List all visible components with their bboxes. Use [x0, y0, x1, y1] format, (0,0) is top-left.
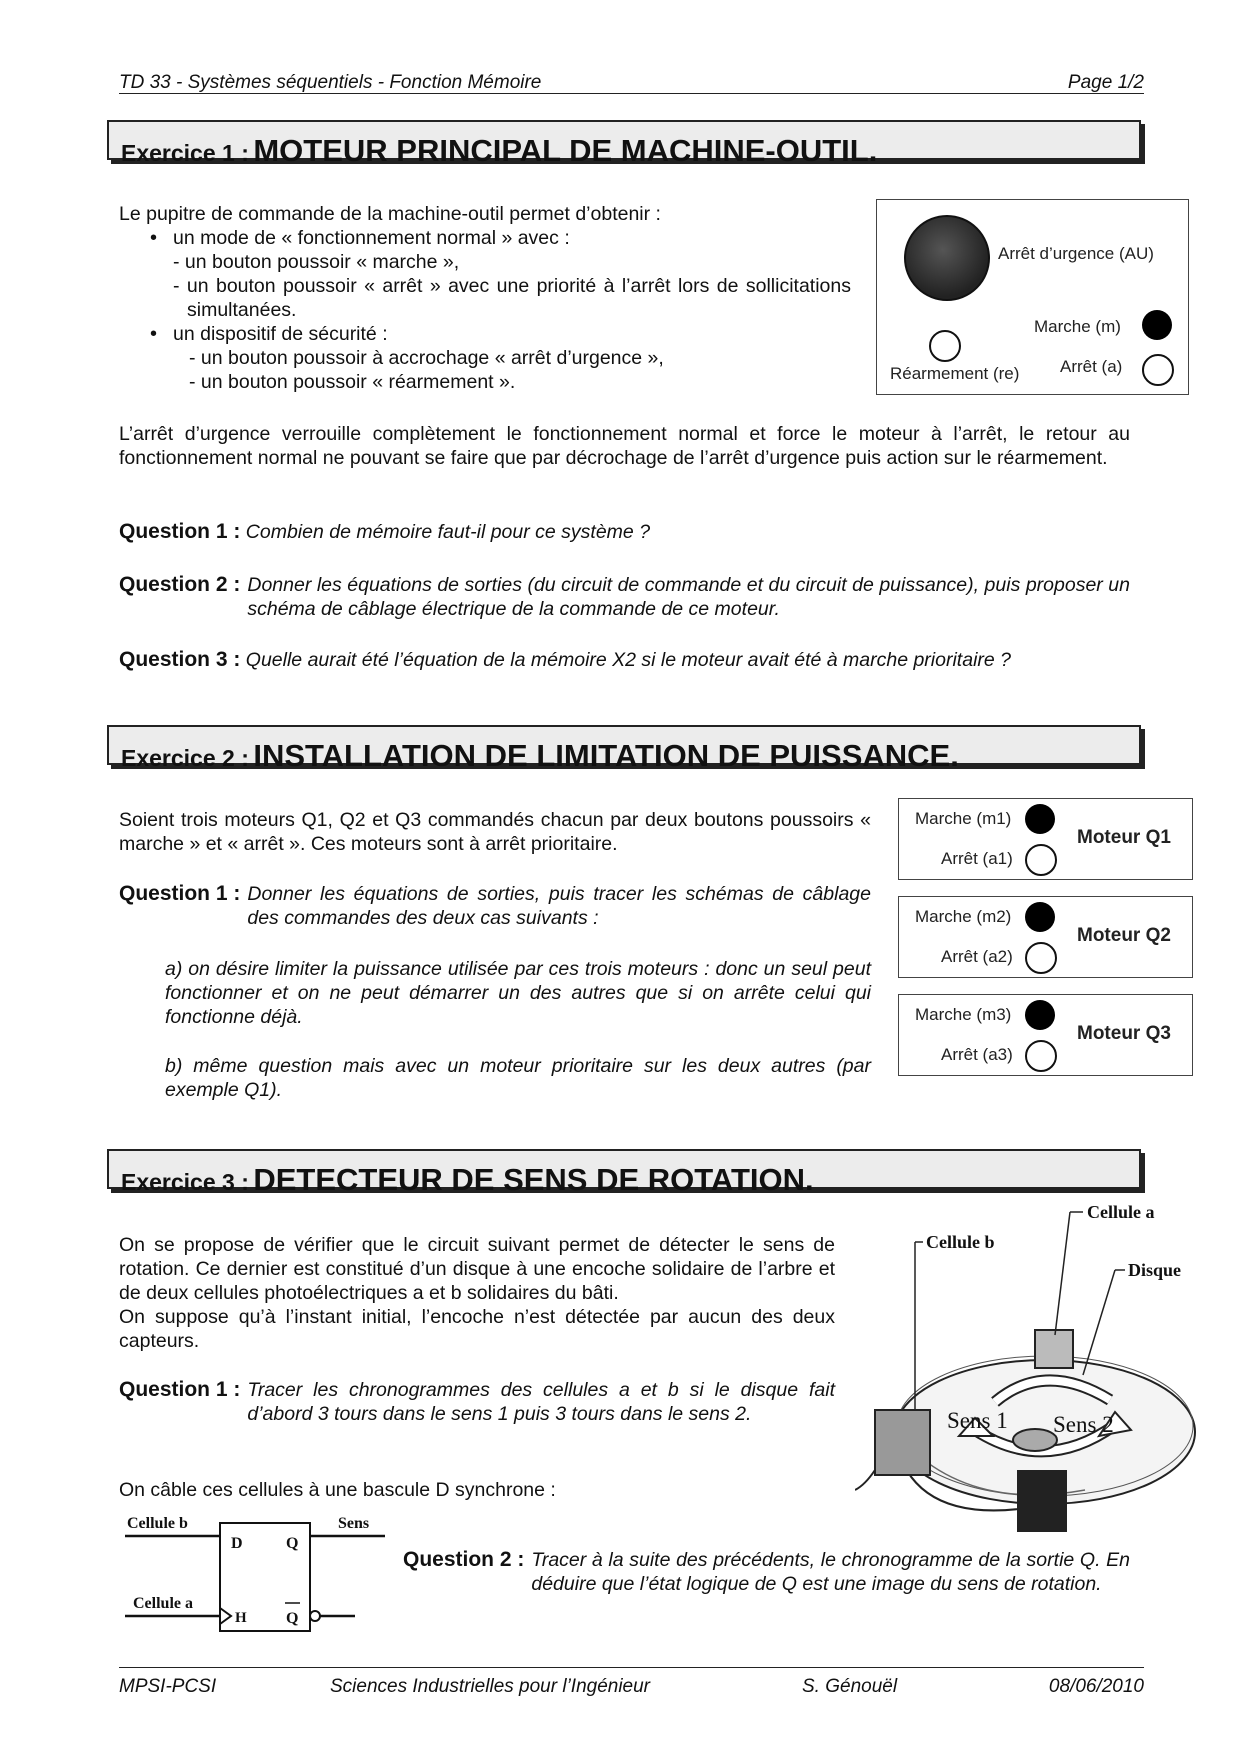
motor-q1-start-button — [1025, 804, 1055, 834]
motor-q3-stop-label: Arrêt (a3) — [941, 1045, 1013, 1064]
ex1-bullet-safety — [173, 322, 851, 394]
ex3-cable-text: On câble ces cellules à une bascule D synchrone : — [119, 1479, 556, 1501]
footer-author: S. Génouël — [802, 1676, 898, 1697]
motor-q1-stop-label: Arrêt (a1) — [941, 849, 1013, 868]
motor-q1-start-label: Marche (m1) — [915, 809, 1012, 828]
ex1-q1-text: Combien de mémoire faut-il pour ce système ? — [245, 521, 651, 543]
ex1-q3-text: Quelle aurait été l’équation de la mémoire X2 si le moteur avait été à marche prioritaire ? — [245, 649, 1012, 671]
motor-q3-stop-button — [1025, 1040, 1057, 1072]
ex3-question-1 — [119, 1378, 835, 1426]
motor-q3-start-button — [1025, 1000, 1055, 1030]
motor-q3-start-label: Marche (m3) — [915, 1005, 1012, 1024]
ex2-intro: Soient trois moteurs Q1, Q2 et Q3 commandés chacun par deux boutons poussoirs « marche » et « arrêt ». Ces moteurs sont à arrêt prioritaire. — [119, 809, 871, 855]
cell-b-sensor — [875, 1410, 930, 1475]
ex1-q2-label: Question 2 : — [119, 573, 241, 596]
exercise-2-title-box — [107, 725, 1141, 773]
ex1-bullet1-text: un mode de « fonctionnement normal » avec : — [173, 227, 570, 249]
exercise-1-title: MOTEUR PRINCIPAL DE MACHINE-OUTIL. — [253, 133, 878, 168]
disk-label: Disque — [1128, 1260, 1182, 1280]
shaft — [1017, 1470, 1067, 1532]
input-cell-b-label: Cellule b — [127, 1515, 188, 1532]
d-flip-flop-diagram — [125, 1506, 390, 1641]
qbar-inversion-circle — [310, 1611, 320, 1621]
exercise-3-label: Exercice 3 : — [121, 1169, 249, 1195]
direction-1-label: Sens 1 — [947, 1408, 1008, 1433]
motor-q1-stop-button — [1025, 844, 1057, 876]
ex1-b2-sub2: - un bouton poussoir « réarmement ». — [189, 371, 516, 393]
ex3-intro — [119, 1233, 835, 1353]
ex1-b2-sub1: - un bouton poussoir à accrochage « arrêt d’urgence », — [189, 347, 664, 369]
reset-button — [929, 330, 961, 362]
ex3-q2-text: Tracer à la suite des précédents, le chronogramme de la sortie Q. En déduire que l’état logique de Q est une image du sens de rotation. — [531, 1549, 1130, 1595]
ex2-q1-label: Question 1 : — [119, 882, 241, 905]
exercise-2-label: Exercice 2 : — [121, 745, 249, 771]
emergency-stop-button — [904, 215, 990, 301]
stop-button — [1142, 354, 1174, 386]
motor-q3-name: Moteur Q3 — [1077, 1023, 1171, 1044]
motor-panel-q1 — [898, 798, 1193, 880]
ex1-q1-label: Question 1 : — [119, 520, 241, 543]
ex3-q2-label: Question 2 : — [403, 1548, 525, 1571]
input-cell-a-label: Cellule a — [133, 1595, 193, 1612]
cell-a-label: Cellule a — [1087, 1202, 1155, 1222]
ex2-question-1 — [119, 882, 871, 930]
pin-h-label: H — [235, 1610, 247, 1626]
ex3-q1-text: Tracer les chronogrammes des cellules a et b si le disque fait d’abord 3 tours dans le sens 1 puis 3 tours dans le sens 2. — [247, 1379, 835, 1425]
start-button — [1142, 310, 1172, 340]
emergency-stop-label: Arrêt d’urgence (AU) — [998, 244, 1154, 263]
ex1-b1-sub1: - un bouton poussoir « marche », — [173, 251, 460, 273]
motor-q1-name: Moteur Q1 — [1077, 827, 1171, 848]
ex1-intro-text: Le pupitre de commande de la machine-outil permet d’obtenir : — [119, 203, 661, 225]
motor-q2-start-label: Marche (m2) — [915, 907, 1012, 926]
pin-qbar-label: Q — [286, 1610, 299, 1627]
exercise-1-intro — [119, 202, 851, 394]
motor-q2-stop-label: Arrêt (a2) — [941, 947, 1013, 966]
ex1-paragraph: L’arrêt d’urgence verrouille complètement le fonctionnement normal et force le moteur à l’arrêt, le retour au fonctionnement normal ne pouvant se faire que par décrochage de l’arrêt d’urgence puis action sur le réarmement. — [119, 423, 1130, 469]
footer-subject: Sciences Industrielles pour l’Ingénieur — [330, 1676, 651, 1697]
exercise-1-title-box — [107, 120, 1141, 168]
motor-q2-start-button — [1025, 902, 1055, 932]
motor-q2-stop-button — [1025, 942, 1057, 974]
ex3-q1-label: Question 1 : — [119, 1378, 241, 1401]
header-page-number: Page 1/2 — [1067, 72, 1144, 93]
stop-button-label: Arrêt (a) — [1060, 357, 1123, 376]
cell-a-sensor — [1035, 1330, 1073, 1368]
ex1-question-2 — [119, 573, 1130, 621]
ex3-question-2 — [403, 1548, 1130, 1596]
rotation-detector-figure — [855, 1200, 1200, 1535]
direction-2-label: Sens 2 — [1053, 1412, 1114, 1437]
reset-button-label: Réarmement (re) — [890, 364, 1020, 383]
start-button-label: Marche (m) — [1034, 317, 1121, 336]
disk-hub — [1013, 1429, 1057, 1451]
ex1-q3-label: Question 3 : — [119, 648, 241, 671]
ex1-bullet-normal-mode — [173, 226, 851, 322]
header-title: TD 33 - Systèmes séquentiels - Fonction Mémoire — [119, 72, 542, 93]
exercise-3-title-box — [107, 1149, 1141, 1197]
ex2-case-b — [165, 1054, 871, 1102]
cell-b-label: Cellule b — [926, 1232, 995, 1252]
ex2-case-a-text: a) on désire limiter la puissance utilisée par ces trois moteurs : donc un seul peut fonctionner et on ne peut démarrer un des autres que si on arrête celui qui fonctionne déjà. — [165, 958, 871, 1028]
ex1-b1-sub2: - un bouton poussoir « arrêt » avec une priorité à l’arrêt lors de sollicitations simultanées. — [173, 275, 851, 321]
output-sens-label: Sens — [338, 1515, 370, 1532]
pin-q-label: Q — [286, 1535, 299, 1552]
motor-q2-name: Moteur Q2 — [1077, 925, 1171, 946]
ex2-case-b-text: b) même question mais avec un moteur prioritaire sur les deux autres (par exemple Q1). — [165, 1055, 871, 1101]
exercise-3-title: DETECTEUR DE SENS DE ROTATION. — [253, 1162, 814, 1197]
footer-date: 08/06/2010 — [1048, 1676, 1144, 1697]
ex2-q1-text: Donner les équations de sorties, puis tracer les schémas de câblage des commandes des deux cas suivants : — [247, 883, 871, 929]
exercise-1-label: Exercice 1 : — [121, 140, 249, 166]
exercise-2-title: INSTALLATION DE LIMITATION DE PUISSANCE. — [253, 738, 959, 773]
page-footer — [119, 1667, 1144, 1696]
ex3-intro-2: On suppose qu’à l’instant initial, l’encoche n’est détectée par aucun des deux capteurs. — [119, 1306, 835, 1352]
ex1-question-1 — [119, 520, 1130, 544]
ex3-intro-1: On se propose de vérifier que le circuit suivant permet de détecter le sens de rotation. Ce dernier est constitué d’un disque à une encoche solidaire de l’arbre et de deux cellules photoélectriques a et b solidaires du bâti. — [119, 1234, 835, 1304]
ex1-q2-text: Donner les équations de sorties (du circuit de commande et du circuit de puissance), puis proposer un schéma de câblage électrique de la commande de ce moteur. — [247, 574, 1130, 620]
control-panel-ex1 — [876, 199, 1189, 395]
ex2-case-a — [165, 957, 871, 1029]
footer-class: MPSI-PCSI — [119, 1676, 217, 1697]
motor-panel-q2 — [898, 896, 1193, 978]
ex1-bullet2-text: un dispositif de sécurité : — [173, 323, 388, 345]
pin-d-label: D — [231, 1535, 243, 1552]
motor-panel-q3 — [898, 994, 1193, 1076]
page-header — [119, 70, 1144, 94]
ex1-question-3 — [119, 648, 1130, 672]
